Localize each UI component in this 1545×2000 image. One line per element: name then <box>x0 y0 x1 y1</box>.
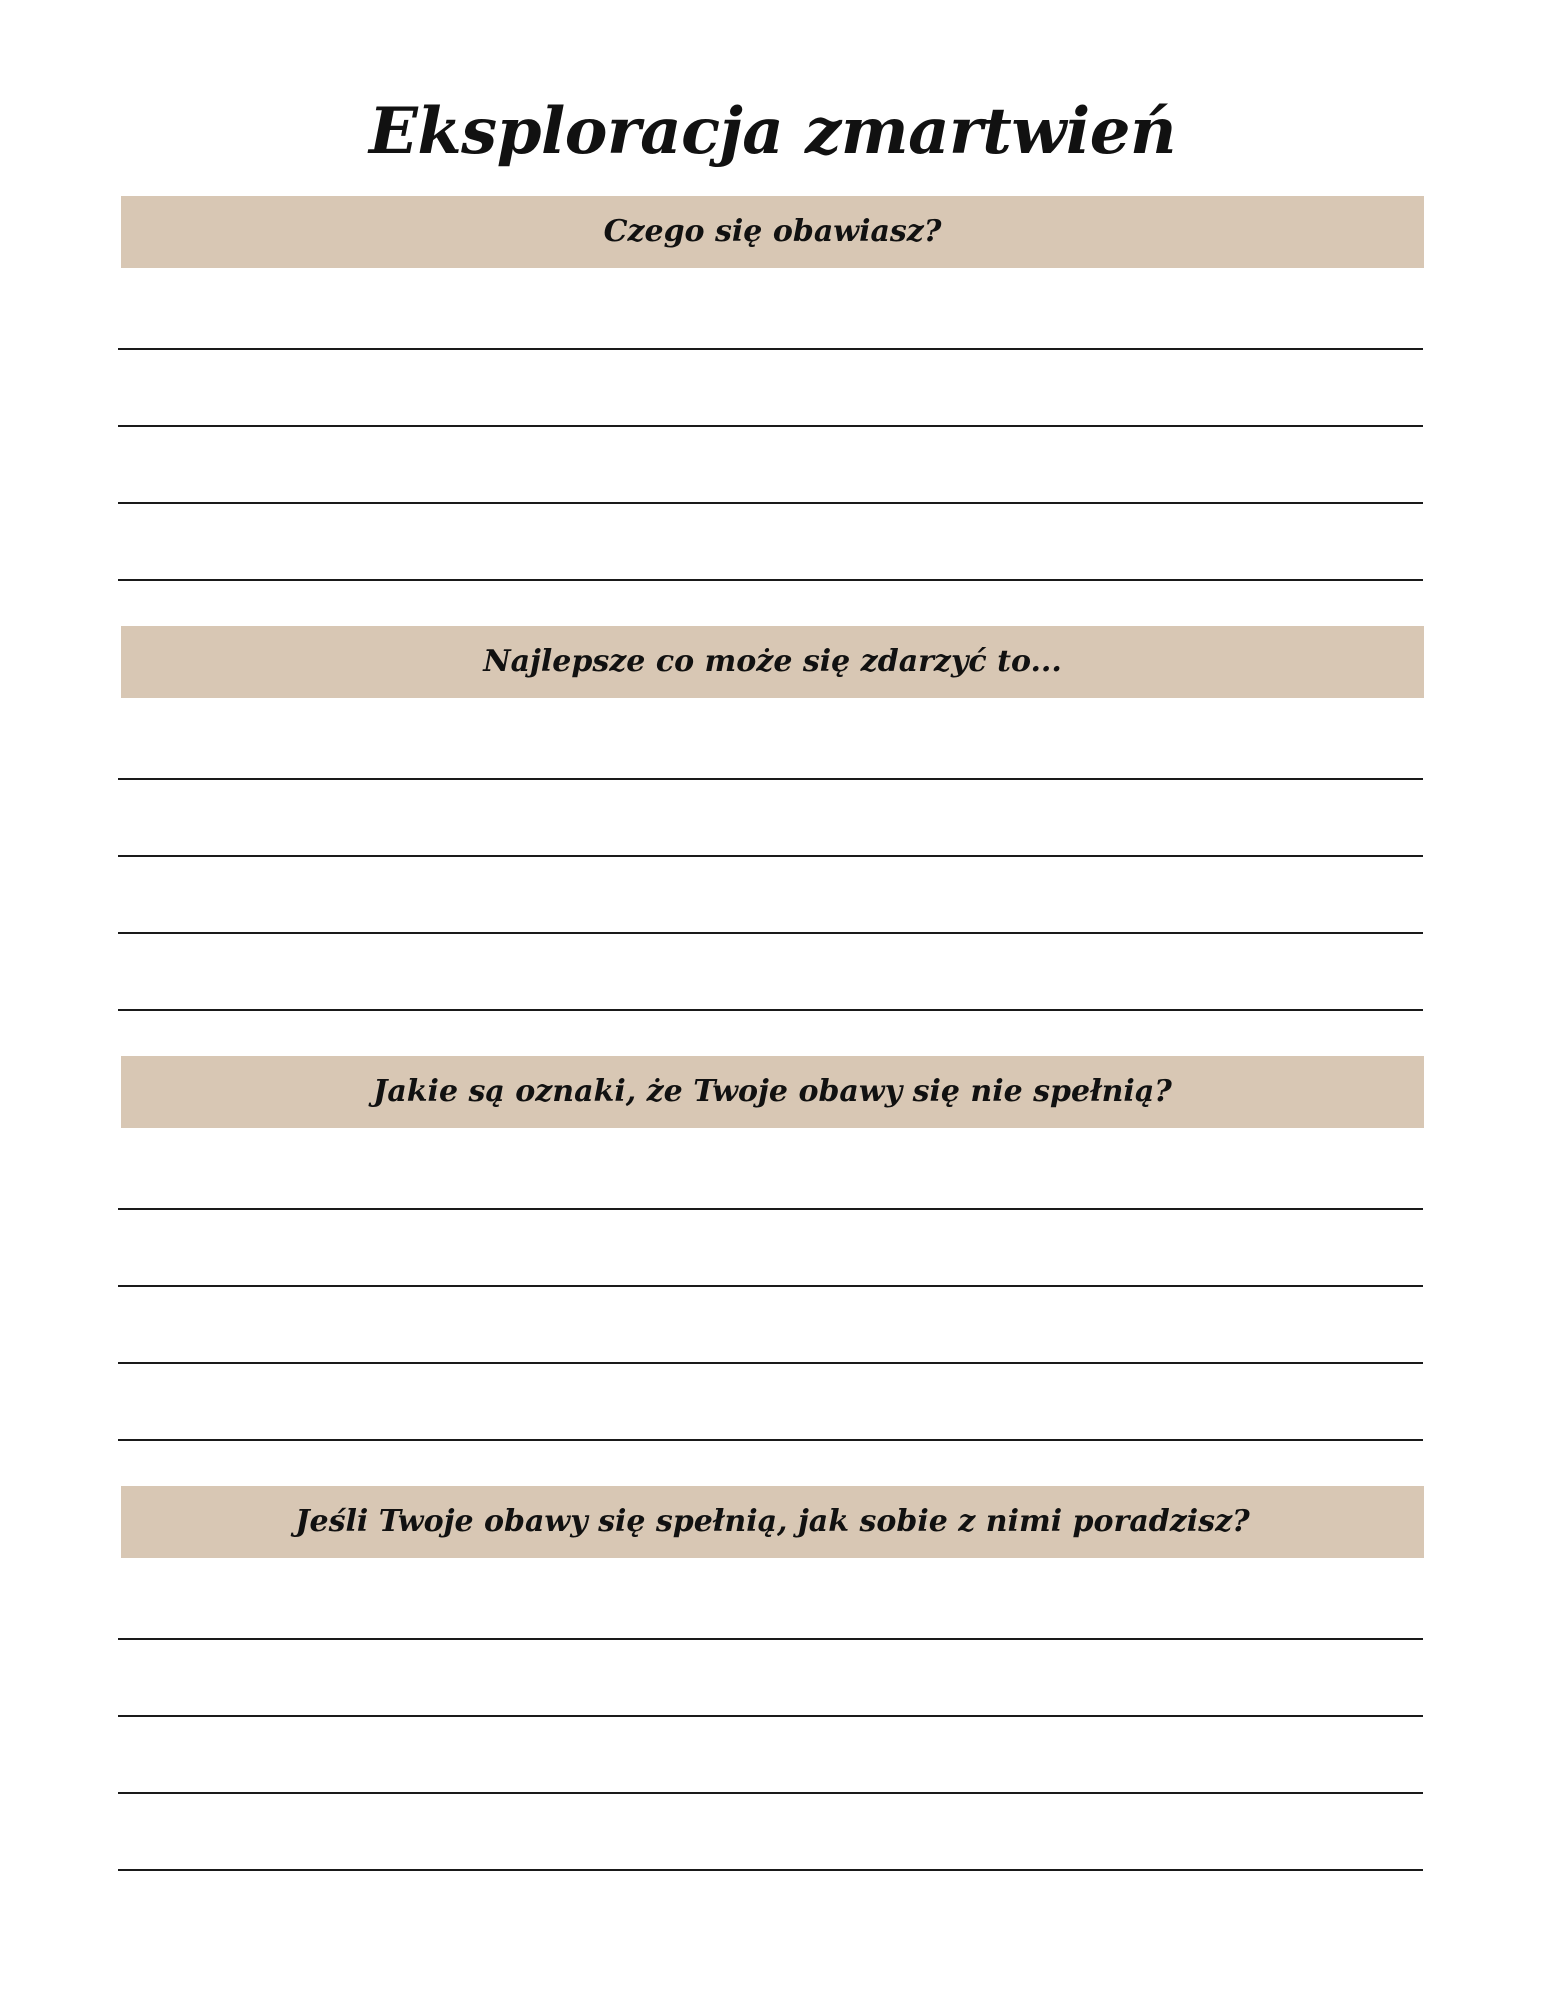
answer-line[interactable] <box>118 1439 1423 1441</box>
section-question: Najlepsze co może się zdarzyć to... <box>483 644 1062 679</box>
section-question: Czego się obawiasz? <box>603 214 942 249</box>
section-fears <box>121 196 1424 268</box>
answer-line[interactable] <box>118 348 1423 350</box>
answer-line[interactable] <box>118 1009 1423 1011</box>
answer-line[interactable] <box>118 1869 1423 1871</box>
answer-line[interactable] <box>118 855 1423 857</box>
answer-line[interactable] <box>118 1638 1423 1640</box>
answer-line[interactable] <box>118 1715 1423 1717</box>
answer-line[interactable] <box>118 932 1423 934</box>
section-header <box>121 1486 1424 1558</box>
section-header <box>121 626 1424 698</box>
answer-line[interactable] <box>118 579 1423 581</box>
section-signs <box>121 1056 1424 1128</box>
section-question: Jeśli Twoje obawy się spełnią, jak sobie z nimi poradzisz? <box>295 1504 1250 1539</box>
answer-line[interactable] <box>118 502 1423 504</box>
answer-line[interactable] <box>118 1792 1423 1794</box>
answer-line[interactable] <box>118 425 1423 427</box>
section-header <box>121 1056 1424 1128</box>
section-coping <box>121 1486 1424 1558</box>
answer-line[interactable] <box>118 1208 1423 1210</box>
answer-line[interactable] <box>118 1362 1423 1364</box>
page-title: Eksploracja zmartwień <box>369 94 1176 169</box>
answer-line[interactable] <box>118 1285 1423 1287</box>
section-best-case <box>121 626 1424 698</box>
section-question: Jakie są oznaki, że Twoje obawy się nie spełnią? <box>373 1074 1172 1109</box>
answer-line[interactable] <box>118 778 1423 780</box>
section-header <box>121 196 1424 268</box>
